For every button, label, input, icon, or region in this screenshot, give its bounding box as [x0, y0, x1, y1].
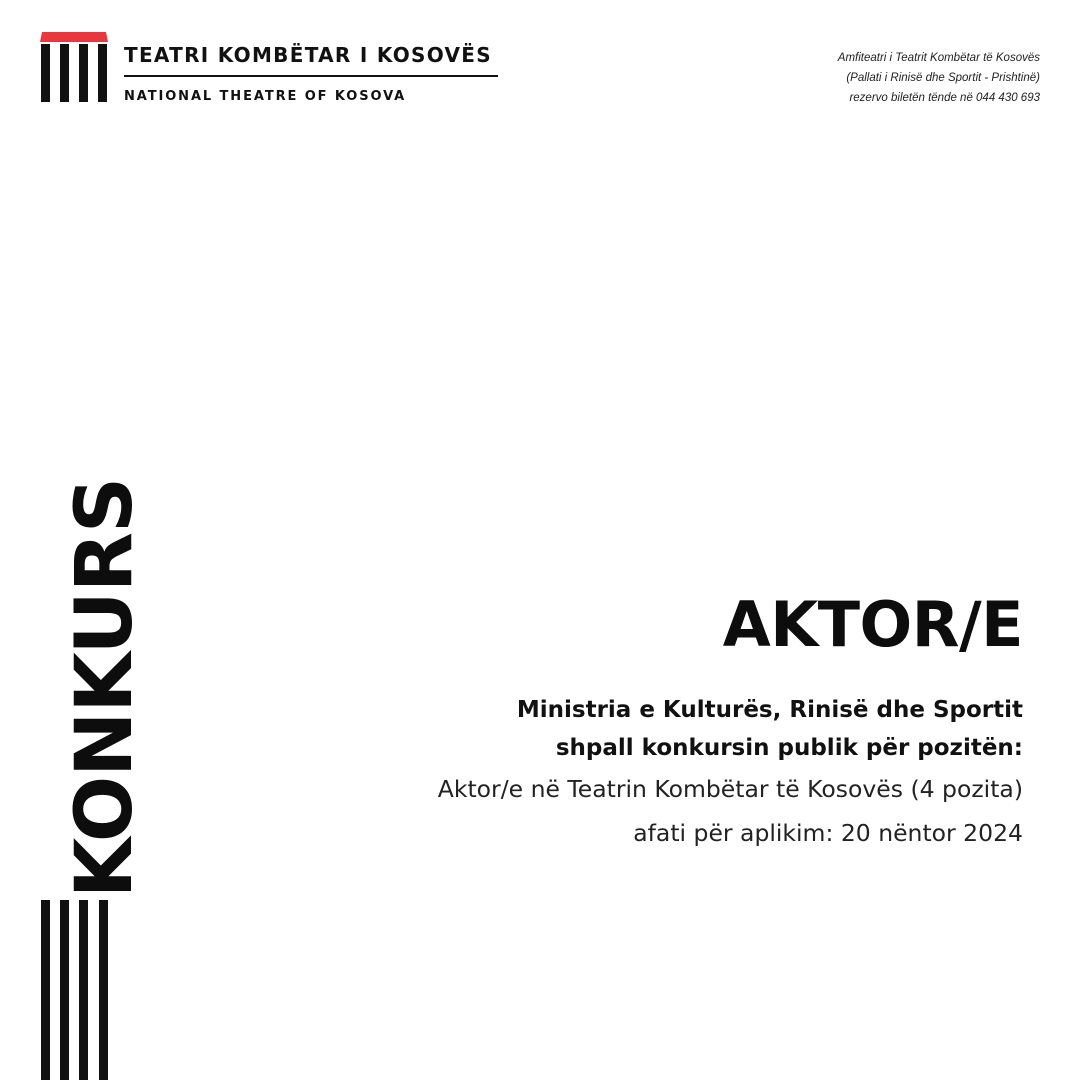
decorative-pillar	[79, 900, 88, 1080]
position-detail: Aktor/e në Teatrin Kombëtar të Kosovës (4 pozita)	[437, 775, 1023, 803]
logo-pillar	[60, 44, 69, 102]
venue-info	[838, 48, 1040, 108]
ministry-line: Ministria e Kulturës, Rinisë dhe Sportit	[516, 697, 1023, 723]
logo-pillar	[41, 44, 50, 102]
theatre-pillars-icon	[40, 28, 108, 102]
logo-pillar	[98, 44, 107, 102]
logo-roof-shape	[40, 28, 108, 42]
logo-divider	[124, 75, 498, 77]
logo-subtitle: NATIONAL THEATRE OF KOSOVA	[124, 89, 407, 104]
decorative-pillar	[60, 900, 69, 1080]
theatre-logo	[40, 28, 510, 108]
position-title: AKTOR/E	[722, 588, 1023, 661]
vertical-konkurs-heading: KONKURS	[60, 477, 150, 899]
venue-name: Amfiteatri i Teatrit Kombëtar të Kosovës	[837, 52, 1040, 64]
venue-location: (Pallati i Rinisë dhe Sportit - Prishtinë)	[846, 72, 1040, 84]
application-deadline: afati për aplikim: 20 nëntor 2024	[633, 819, 1023, 847]
logo-title: TEATRI KOMBËTAR I KOSOVËS	[124, 43, 492, 67]
announcement-block	[243, 590, 1023, 855]
decorative-pillars-icon	[40, 900, 110, 1080]
decorative-pillar	[41, 900, 50, 1080]
announcement-line: shpall konkursin publik për pozitën:	[555, 735, 1023, 761]
ticket-booking-phone: rezervo biletën tënde në 044 430 693	[849, 92, 1040, 104]
logo-pillar	[79, 44, 88, 102]
decorative-pillar	[99, 900, 108, 1080]
